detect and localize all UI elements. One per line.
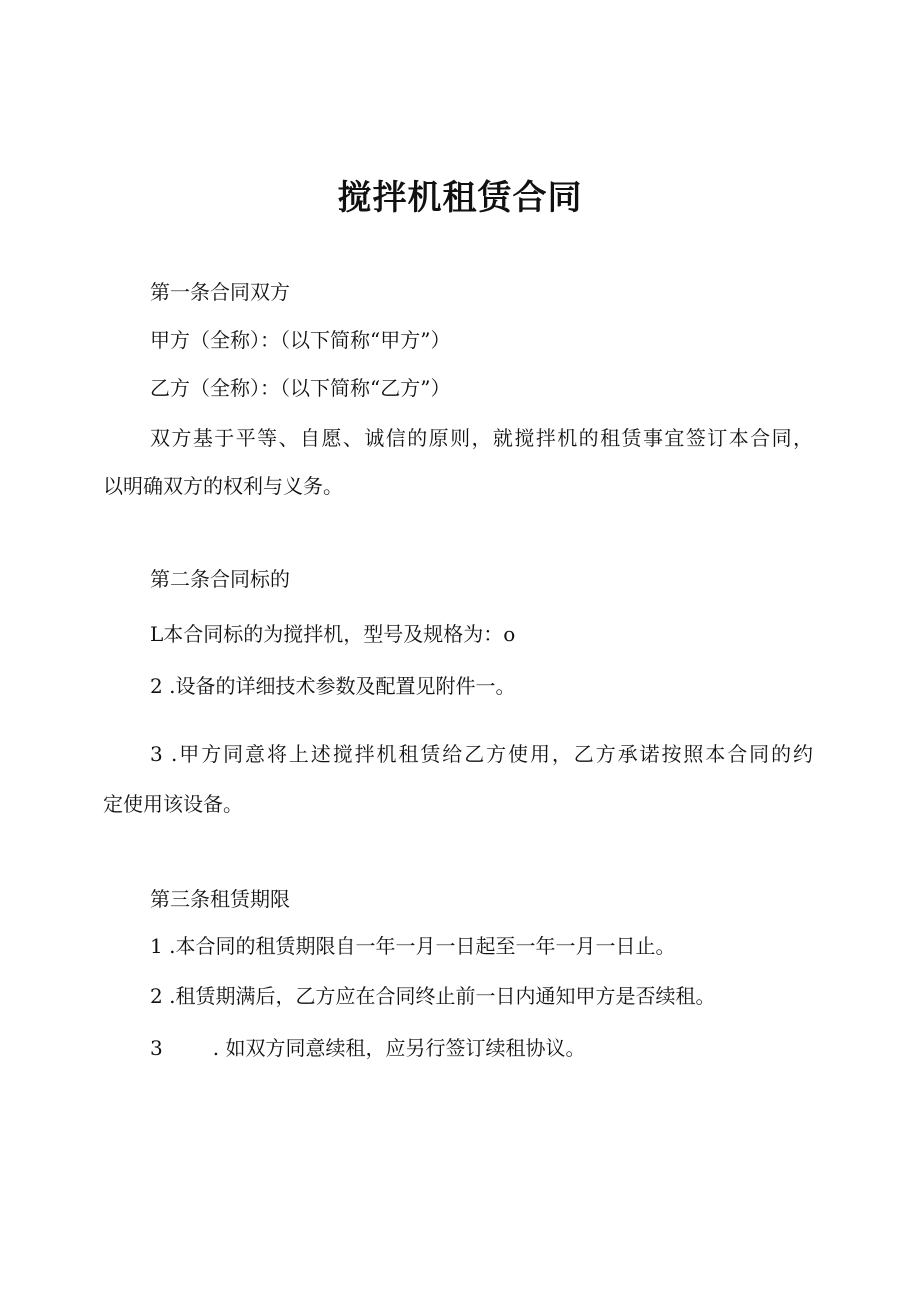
party-b-line: 乙方（全称）：（以下简称“乙方”） [150, 376, 451, 400]
article3-item3-text: . 如双方同意续租，应另行签订续租协议。 [212, 1036, 586, 1060]
article2-item2: 2 .设备的详细技术参数及配置见附件一。 [150, 674, 516, 698]
article3-item3-number: 3 [150, 1036, 163, 1060]
party-a-line: 甲方（全称）：（以下简称“甲方”） [150, 328, 451, 352]
article3-item1: 1 .本合同的租赁期限自一年一月一日起至一年一月一日止。 [150, 934, 676, 958]
article2-item3-line1: 3 .甲方同意将上述搅拌机租赁给乙方使用，乙方承诺按照本合同的约 [150, 742, 813, 766]
article3-heading: 第三条租赁期限 [150, 887, 290, 911]
document-title: 搅拌机租赁合同 [337, 178, 583, 218]
article2-item1: L本合同标的为搅拌机，型号及规格为：o [150, 622, 516, 646]
article1-intro-line2: 以明确双方的权利与义务。 [103, 474, 343, 498]
article1-heading: 第一条合同双方 [150, 280, 290, 304]
article2-item3-line2: 定使用该设备。 [103, 792, 243, 816]
article3-item2: 2 .租赁期满后，乙方应在合同终止前一日内通知甲方是否续租。 [150, 984, 716, 1008]
article1-intro-line1: 双方基于平等、自愿、诚信的原则，就搅拌机的租赁事宜签订本合同， [150, 426, 813, 450]
article2-heading: 第二条合同标的 [150, 567, 290, 591]
article3-item3 [150, 1034, 585, 1062]
